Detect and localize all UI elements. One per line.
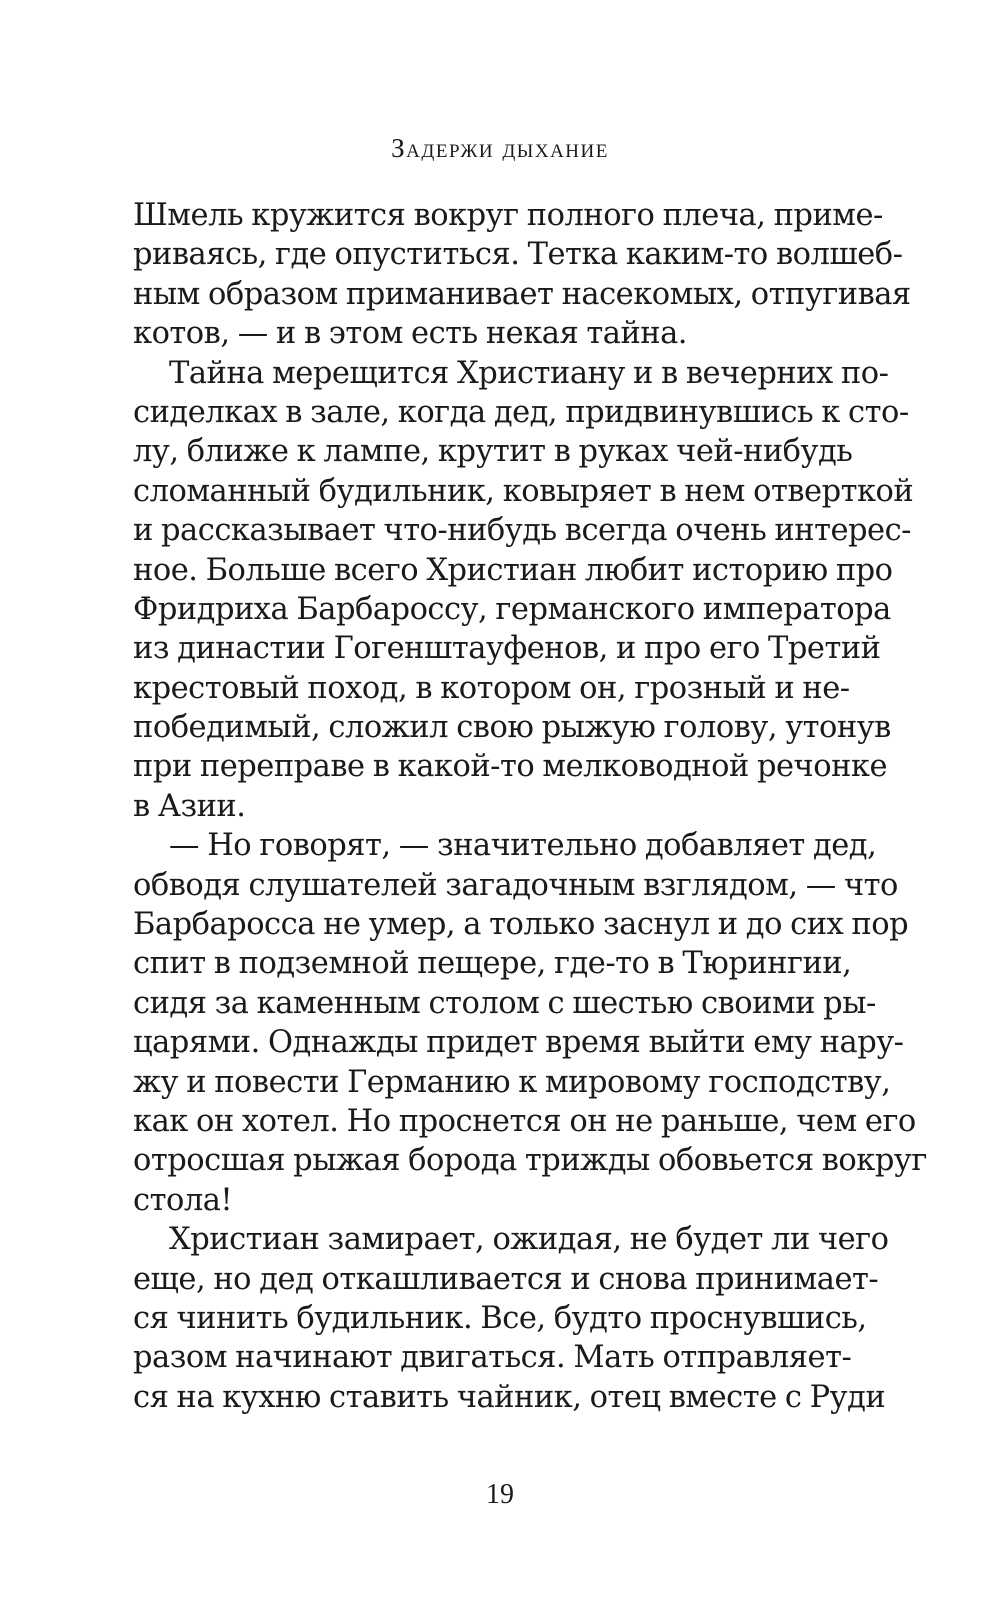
text-line: стола! xyxy=(133,1182,233,1218)
text-line: лу, ближе к лампе, крутит в руках чей-нибудь xyxy=(133,434,853,470)
paragraph xyxy=(133,354,914,827)
text-line: спит в подземной пещере, где-то в Тюрингии, xyxy=(133,946,852,982)
text-line: котов, — и в этом есть некая тайна. xyxy=(133,316,688,352)
text-line: из династии Гогенштауфенов, и про его Третий xyxy=(133,631,881,667)
running-head: Задержи дыхание xyxy=(391,133,609,163)
text-line: крестовый поход, в котором он, грозный и не- xyxy=(133,670,850,706)
body-text xyxy=(133,196,927,1417)
text-line: ное. Больше всего Христиан любит историю про xyxy=(133,552,893,588)
text-line: ся на кухню ставить чайник, отец вместе с Руди xyxy=(133,1379,886,1415)
text-line: еще, но дед откашливается и снова принимает- xyxy=(133,1261,879,1297)
text-line: — Но говорят, — значительно добавляет дед, xyxy=(169,828,877,864)
text-line: Тайна мерещится Христиану и в вечерних по- xyxy=(169,355,889,391)
text-line: жу и повести Германию к мировому господству, xyxy=(133,1064,891,1100)
text-line: как он хотел. Но проснется он не раньше, чем его xyxy=(133,1103,916,1139)
text-line: сиделках в зале, когда дед, придвинувшись к сто- xyxy=(133,394,909,430)
paragraph xyxy=(133,196,911,354)
text-line: Шмель кружится вокруг полного плеча, приме- xyxy=(133,198,883,233)
text-line: Христиан замирает, ожидая, не будет ли чего xyxy=(169,1222,889,1258)
text-line: отросшая рыжая борода трижды обовьется вокруг xyxy=(133,1143,927,1179)
text-line: победимый, сложил свою рыжую голову, утонув xyxy=(133,710,891,746)
text-line: сломанный будильник, ковыряет в нем отверткой xyxy=(133,473,914,509)
text-line: Барбаросса не умер, а только заснул и до сих пор xyxy=(133,907,909,943)
text-line: разом начинают двигаться. Мать отправляет- xyxy=(133,1340,852,1376)
paragraph xyxy=(133,1220,889,1417)
text-line: Фридриха Барбароссу, германского императора xyxy=(133,591,891,627)
paragraph xyxy=(133,826,927,1220)
text-line: при переправе в какой-то мелководной речонке xyxy=(133,749,888,785)
text-line: сидя за каменным столом с шестью своими ры- xyxy=(133,985,876,1021)
text-line: царями. Однажды придет время выйти ему нару- xyxy=(133,1025,904,1061)
text-line: в Азии. xyxy=(133,788,246,824)
text-line: ся чинить будильник. Все, будто проснувшись, xyxy=(133,1300,867,1336)
text-line: ным образом приманивает насекомых, отпугивая xyxy=(133,276,911,312)
text-line: обводя слушателей загадочным взглядом, — что xyxy=(133,867,898,903)
text-line: и рассказывает что-нибудь всегда очень интерес- xyxy=(133,513,911,549)
text-line: риваясь, где опуститься. Тетка каким-то волшеб- xyxy=(133,237,903,273)
page-number: 19 xyxy=(486,1479,514,1510)
